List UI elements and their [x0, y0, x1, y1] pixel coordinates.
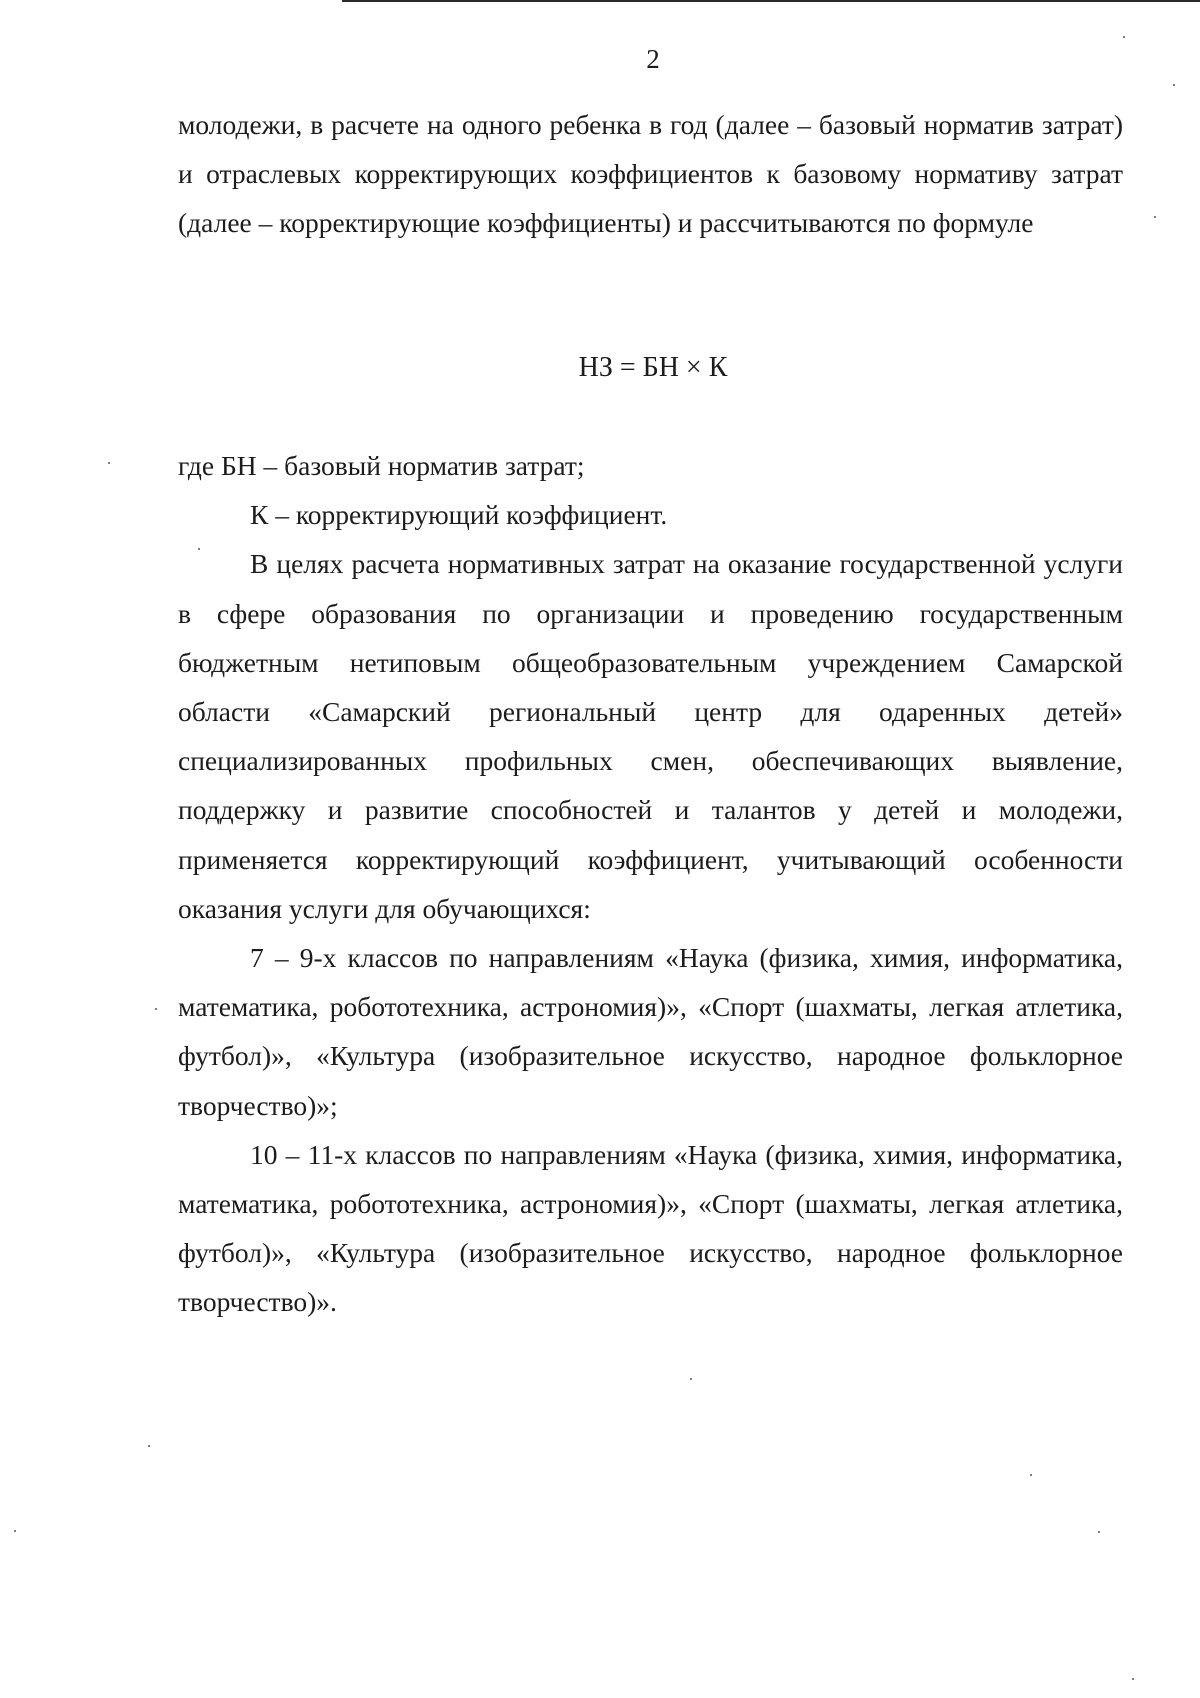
scan-speck: [1123, 36, 1125, 38]
scan-speck: [148, 1445, 150, 1447]
intro-paragraph: молодежи, в расчете на одного ребенка в год (далее – базовый норматив затрат) и отраслевых корректирующих коэффициентов к базовому нормативу затрат (далее – корректирующие коэффициенты) и рассчитываются по формуле: [178, 109, 1123, 239]
body-block: [178, 441, 1123, 1327]
scan-speck: [1154, 216, 1156, 218]
list-item-grades-10-11: 10 – 11-х классов по направлениям «Наука (физика, химия, информатика, математика, робототехника, астрономия)», «Спорт (шахматы, легкая атлетика, футбол)», «Культура (изобразительное искусство, народное фольклорное творчество)».: [178, 1138, 1123, 1318]
scan-speck: [108, 462, 110, 464]
scan-speck: [1030, 1474, 1032, 1476]
scan-speck: [14, 1530, 16, 1532]
scan-speck: [690, 1378, 692, 1380]
scan-top-edge: [342, 0, 1200, 2]
scan-speck: [1173, 84, 1175, 86]
scan-speck: [1132, 1678, 1134, 1680]
definition-k: К – корректирующий коэффициент.: [250, 499, 668, 531]
page-number: 2: [646, 44, 660, 74]
main-paragraph: В целях расчета нормативных затрат на оказание государственной услуги в сфере образования по организации и проведению государственным бюджетным нетиповым общеобразовательным учреждением Самарской области «Самарский региональный центр для одаренных детей» специализированных профильных смен, обеспечивающих выявление, поддержку и развитие способностей и талантов у детей и молодежи, применяется корректирующий коэффициент, учитывающий особенности оказания услуги для обучающихся:: [178, 548, 1123, 924]
intro-block: [178, 100, 1123, 248]
formula: НЗ = БН × К: [578, 352, 728, 383]
definition-bn: где БН – базовый норматив затрат;: [178, 450, 585, 481]
scan-speck: [198, 548, 200, 550]
scan-speck: [1098, 1531, 1100, 1533]
scan-speck: [155, 1008, 157, 1010]
list-item-grades-7-9: 7 – 9-х классов по направлениям «Наука (физика, химия, информатика, математика, робототехника, астрономия)», «Спорт (шахматы, легкая атлетика, футбол)», «Культура (изобразительное искусство, народное фольклорное творчество)»;: [178, 942, 1123, 1121]
